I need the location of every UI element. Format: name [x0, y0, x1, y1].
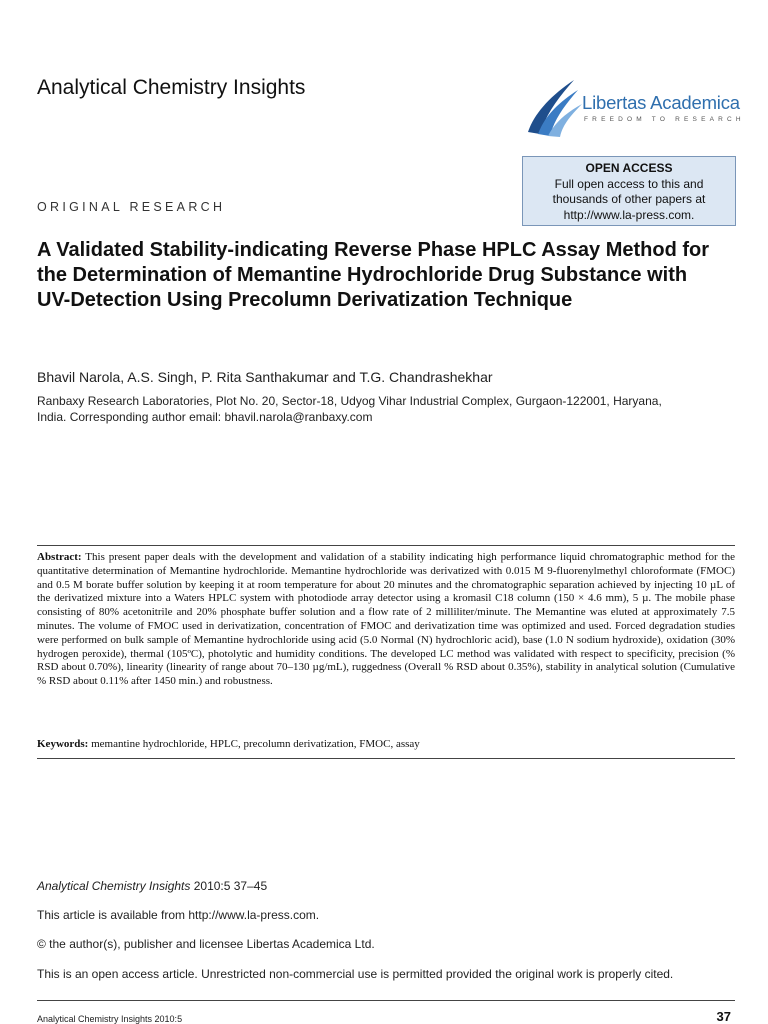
running-footer: Analytical Chemistry Insights 2010:5 — [37, 1014, 183, 1024]
keywords — [37, 738, 735, 750]
abstract-text: This present paper deals with the development and validation of a stability indicating high performance liquid chromatographic method for the quantitative determination of Memantine hydrochloride. Memantine hydrochloride was derivatized with 0.015 M 9-fluorenylmethyl chloroformate (FMOC) and 0.5 M borate buffer solution by keeping it at room temperature for about 20 minutes and the chromatographic separation achieved by injecting 10 µL of the derivatized mixture into a Waters HPLC system with photodiode array detector using a kromasil C18 column (150 × 4.6 mm), 5 µ. The mobile phase consisting of 80% acetonitrile and 20% phosphate buffer solution and a flow rate of 2 milliliter/minute. The Memantine was eluted at approximately 7.5 minutes. The volume of FMOC used in derivatization, concentration of FMOC and derivatization time was optimized and used. Forced degradation studies were performed on bulk sample of Memantine hydrochloride using acid (5.0 Normal (N) hydrochloric acid), base (1.0 N sodium hydroxide), oxidation (30% hydrogen peroxide), thermal (105ºC), photolytic and humidity conditions. The developed LC method was validated with respect to specificity, precision (% RSD about 0.70%), linearity (linearity of range about 70–130 µg/mL), ruggedness (Overall % RSD about 0.35%), stability in analytical solution (Cumulative % RSD about 0.11% after 1450 min.) and robustness. — [37, 551, 735, 688]
journal-title: Analytical Chemistry Insights — [37, 76, 306, 99]
keywords-text: memantine hydrochloride, HPLC, precolumn derivatization, FMOC, assay — [91, 738, 420, 750]
publisher-tagline: FREEDOM TO RESEARCH — [584, 116, 745, 123]
citation-details: 2010:5 37–45 — [190, 879, 268, 893]
publisher-name: Libertas Academica — [582, 92, 740, 113]
open-access-title: OPEN ACCESS — [585, 161, 673, 175]
swoosh-logo-icon — [524, 74, 584, 138]
abstract-top-rule — [37, 545, 735, 546]
keywords-label: Keywords: — [37, 738, 89, 750]
open-access-text: Full open access to this and thousands of other papers at http://www.la-press.com. — [552, 176, 706, 222]
abstract-bottom-rule — [37, 758, 735, 759]
abstract-label: Abstract: — [37, 551, 82, 563]
authors: Bhavil Narola, A.S. Singh, P. Rita Santhakumar and T.G. Chandrashekhar — [37, 369, 493, 385]
copyright-note: © the author(s), publisher and licensee Libertas Academica Ltd. — [37, 937, 375, 951]
article-title: A Validated Stability-indicating Reverse Phase HPLC Assay Method for the Determination of Memantine Hydrochloride Drug Substance with UV-Detection Using Precolumn Derivatization Technique — [37, 239, 710, 311]
citation-journal: Analytical Chemistry Insights — [37, 879, 191, 893]
availability-note: This article is available from http://www.la-press.com. — [37, 908, 320, 922]
citation — [37, 879, 267, 893]
section-label: ORIGINAL RESEARCH — [37, 200, 226, 214]
footer-rule — [37, 1000, 735, 1001]
license-note: This is an open access article. Unrestricted non-commercial use is permitted provided the original work is properly cited. — [37, 967, 674, 981]
abstract — [37, 551, 735, 689]
open-access-box — [522, 156, 736, 226]
publisher-logo — [524, 74, 744, 138]
affiliation: Ranbaxy Research Laboratories, Plot No. 20, Sector-18, Udyog Vihar Industrial Complex, Gurgaon-122001, Haryana, India. Corresponding author email: bhavil.narola@ranbaxy.com — [37, 394, 662, 424]
page-number: 37 — [716, 1009, 731, 1024]
